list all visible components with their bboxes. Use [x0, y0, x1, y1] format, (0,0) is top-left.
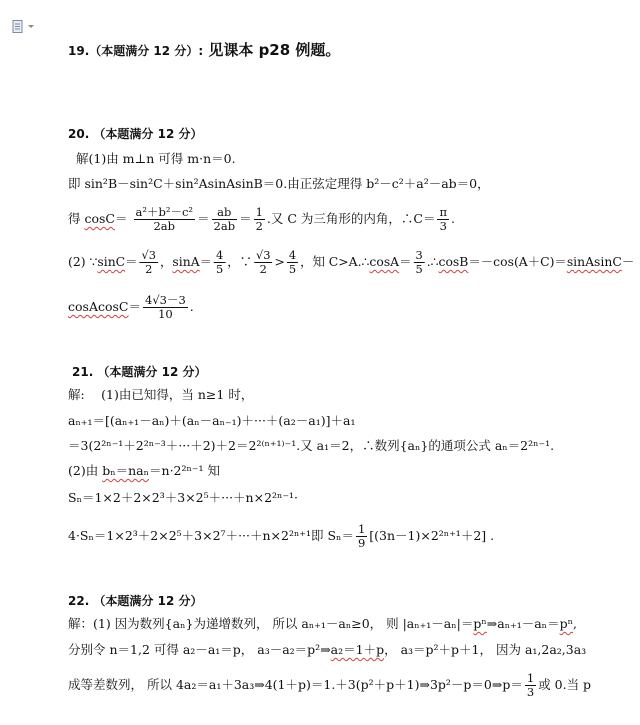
text: bₙ＝naₙ	[102, 463, 150, 478]
text: (2)由	[68, 463, 103, 478]
text: .	[451, 211, 456, 226]
q21-line-4	[68, 463, 220, 479]
text: [(3n－1)×2²ⁿ⁺¹＋2] .	[369, 528, 495, 543]
numerator: 1	[255, 205, 263, 219]
text: 分别令 n＝1,2 可得 a₂－a₁＝p， a₃－a₂＝p²⇒	[68, 642, 331, 657]
text: ＝－cos(A＋C)＝	[468, 254, 567, 269]
q22-line-1	[68, 616, 577, 632]
q19-text: 见课本 p28 例题。	[203, 41, 341, 59]
fraction	[356, 523, 367, 550]
text: 成等差数列， 所以 4a₂＝a₁＋3a₃⇒4(1＋p)＝1.＋3(p²＋p＋1)⇒3p²－p＝0⇒p＝	[68, 677, 523, 692]
numerator: √3	[141, 248, 157, 262]
fraction	[254, 206, 265, 233]
numerator: a²＋b²－c²	[135, 205, 193, 219]
text: pⁿ	[559, 616, 574, 631]
text: ，∵	[227, 254, 253, 269]
text: ＝	[199, 254, 213, 269]
text: ＝	[399, 254, 412, 269]
numerator: ab	[212, 206, 238, 220]
text: .又 C 为三角形的内角，∴C＝	[266, 211, 436, 226]
text: ，知 C>A.∴	[300, 254, 370, 269]
text: cosA	[369, 254, 400, 269]
fraction	[134, 206, 196, 233]
text: pⁿ	[473, 616, 487, 631]
fraction	[437, 206, 449, 233]
q21-line-5: Sₙ＝1×2＋2×2³＋3×2⁵＋···＋n×2²ⁿ⁻¹·	[68, 490, 299, 505]
text: cosAcosC	[68, 299, 129, 314]
text: 解：(1) 因为数列{aₙ}为递增数列， 所以 aₙ₊₁－aₙ≥0， 则 |aₙ₊₁－aₙ|＝	[68, 616, 474, 631]
numerator: 1	[526, 671, 535, 685]
q19-prefix: 19.（本题满分 12 分）:	[68, 44, 204, 58]
q20-line-2: 即 sin²B－sin²C＋sin²AsinAsinB＝0.由正弦定理得 b²－c²＋a²－ab＝0，	[68, 176, 490, 191]
text: ， a₃＝p²＋p＋1， 因为 a₁,2a₂,3a₃	[384, 642, 587, 657]
denominator: 5	[415, 262, 423, 276]
q21-header: 21. （本题满分 12 分）	[72, 365, 207, 379]
fraction	[254, 249, 272, 276]
fraction	[287, 249, 298, 276]
fraction	[140, 249, 158, 276]
text: 或 0.当 p	[538, 677, 592, 692]
denominator: 2	[259, 262, 267, 276]
q20-header: 20. （本题满分 12 分）	[68, 127, 203, 141]
text: ⇒aₙ₊₁－aₙ＝	[486, 616, 560, 631]
denominator: 2ab	[153, 219, 176, 233]
text: ＝	[128, 299, 141, 314]
text: 得	[68, 211, 85, 226]
text: ，	[160, 254, 173, 269]
numerator: 4	[288, 248, 297, 262]
denominator: 2	[255, 219, 263, 233]
text: ＝	[115, 211, 128, 226]
q20-line-5	[68, 294, 194, 321]
numerator: √3	[256, 248, 271, 262]
numerator: 3	[415, 248, 423, 262]
denominator: 10	[158, 307, 173, 321]
q20-line-3: 得 cosC＝ $\frac{\text{a²＋b²－c²}}{2ab}$ ＝ $\frac{ab}{2ab}$ ＝ $\frac{1}{2}$ .又 C 为三角形的内角，∴C＝ $\frac{\pi}{3}$ .	[68, 205, 456, 233]
fraction	[143, 294, 188, 321]
text: ,	[573, 616, 577, 631]
numerator: 4√3－3	[145, 293, 186, 307]
text: sinC	[97, 254, 126, 269]
text: .	[189, 299, 194, 314]
numerator: π	[439, 205, 448, 219]
text: cosB	[438, 254, 469, 269]
text: .∴	[426, 254, 439, 269]
fraction	[414, 249, 425, 276]
denominator: 2	[145, 262, 153, 276]
q22-line-3	[68, 672, 591, 699]
q20-line-4	[68, 249, 634, 276]
q21-line-2: aₙ₊₁＝[(aₙ₊₁－aₙ)＋(aₙ－aₙ₋₁)＋···＋(a₂－a₁)]＋a₁	[68, 413, 356, 428]
q22-header: 22. （本题满分 12 分）	[68, 594, 203, 608]
fraction	[214, 249, 225, 276]
text: (2) ∵	[68, 254, 98, 269]
denominator: 3	[526, 685, 535, 699]
denominator: 5	[288, 262, 297, 276]
text: sinA	[172, 254, 200, 269]
denominator: 9	[357, 536, 366, 550]
q21-line-6	[68, 523, 494, 550]
text: －	[621, 254, 635, 269]
text: 4·Sₙ＝1×2³＋2×2⁵＋3×2⁷＋···＋n×2²ⁿ⁺¹即 Sₙ＝	[68, 528, 354, 543]
numerator: 4	[216, 248, 224, 262]
denominator: 3	[439, 219, 447, 233]
denominator: 5	[216, 262, 224, 276]
q19-line	[68, 42, 340, 59]
text: >	[274, 254, 285, 269]
text: a₂＝1＋p	[330, 642, 385, 657]
q20-line-1: 解(1)由 m⊥n 可得 m·n＝0.	[76, 151, 236, 166]
text: sinAsinC	[566, 254, 622, 269]
text: ＝	[125, 254, 138, 269]
q22-line-2	[68, 642, 586, 658]
numerator: 1	[357, 522, 366, 536]
fraction	[212, 206, 238, 233]
text: ＝n·2²ⁿ⁻¹ 知	[149, 463, 220, 478]
denominator: 2ab	[213, 219, 236, 233]
fraction	[525, 672, 536, 699]
q21-line-1: 解: (1)由已知得，当 n≥1 时，	[68, 387, 254, 402]
document-icon[interactable]	[12, 20, 38, 34]
text: cosC	[84, 211, 115, 226]
q21-line-3: ＝3(2²ⁿ⁻¹＋2²ⁿ⁻³＋···＋2)＋2＝2²⁽ⁿ⁺¹⁾⁻¹.又 a₁＝2，∴数列{aₙ}的通项公式 aₙ＝2²ⁿ⁻¹.	[68, 438, 555, 453]
